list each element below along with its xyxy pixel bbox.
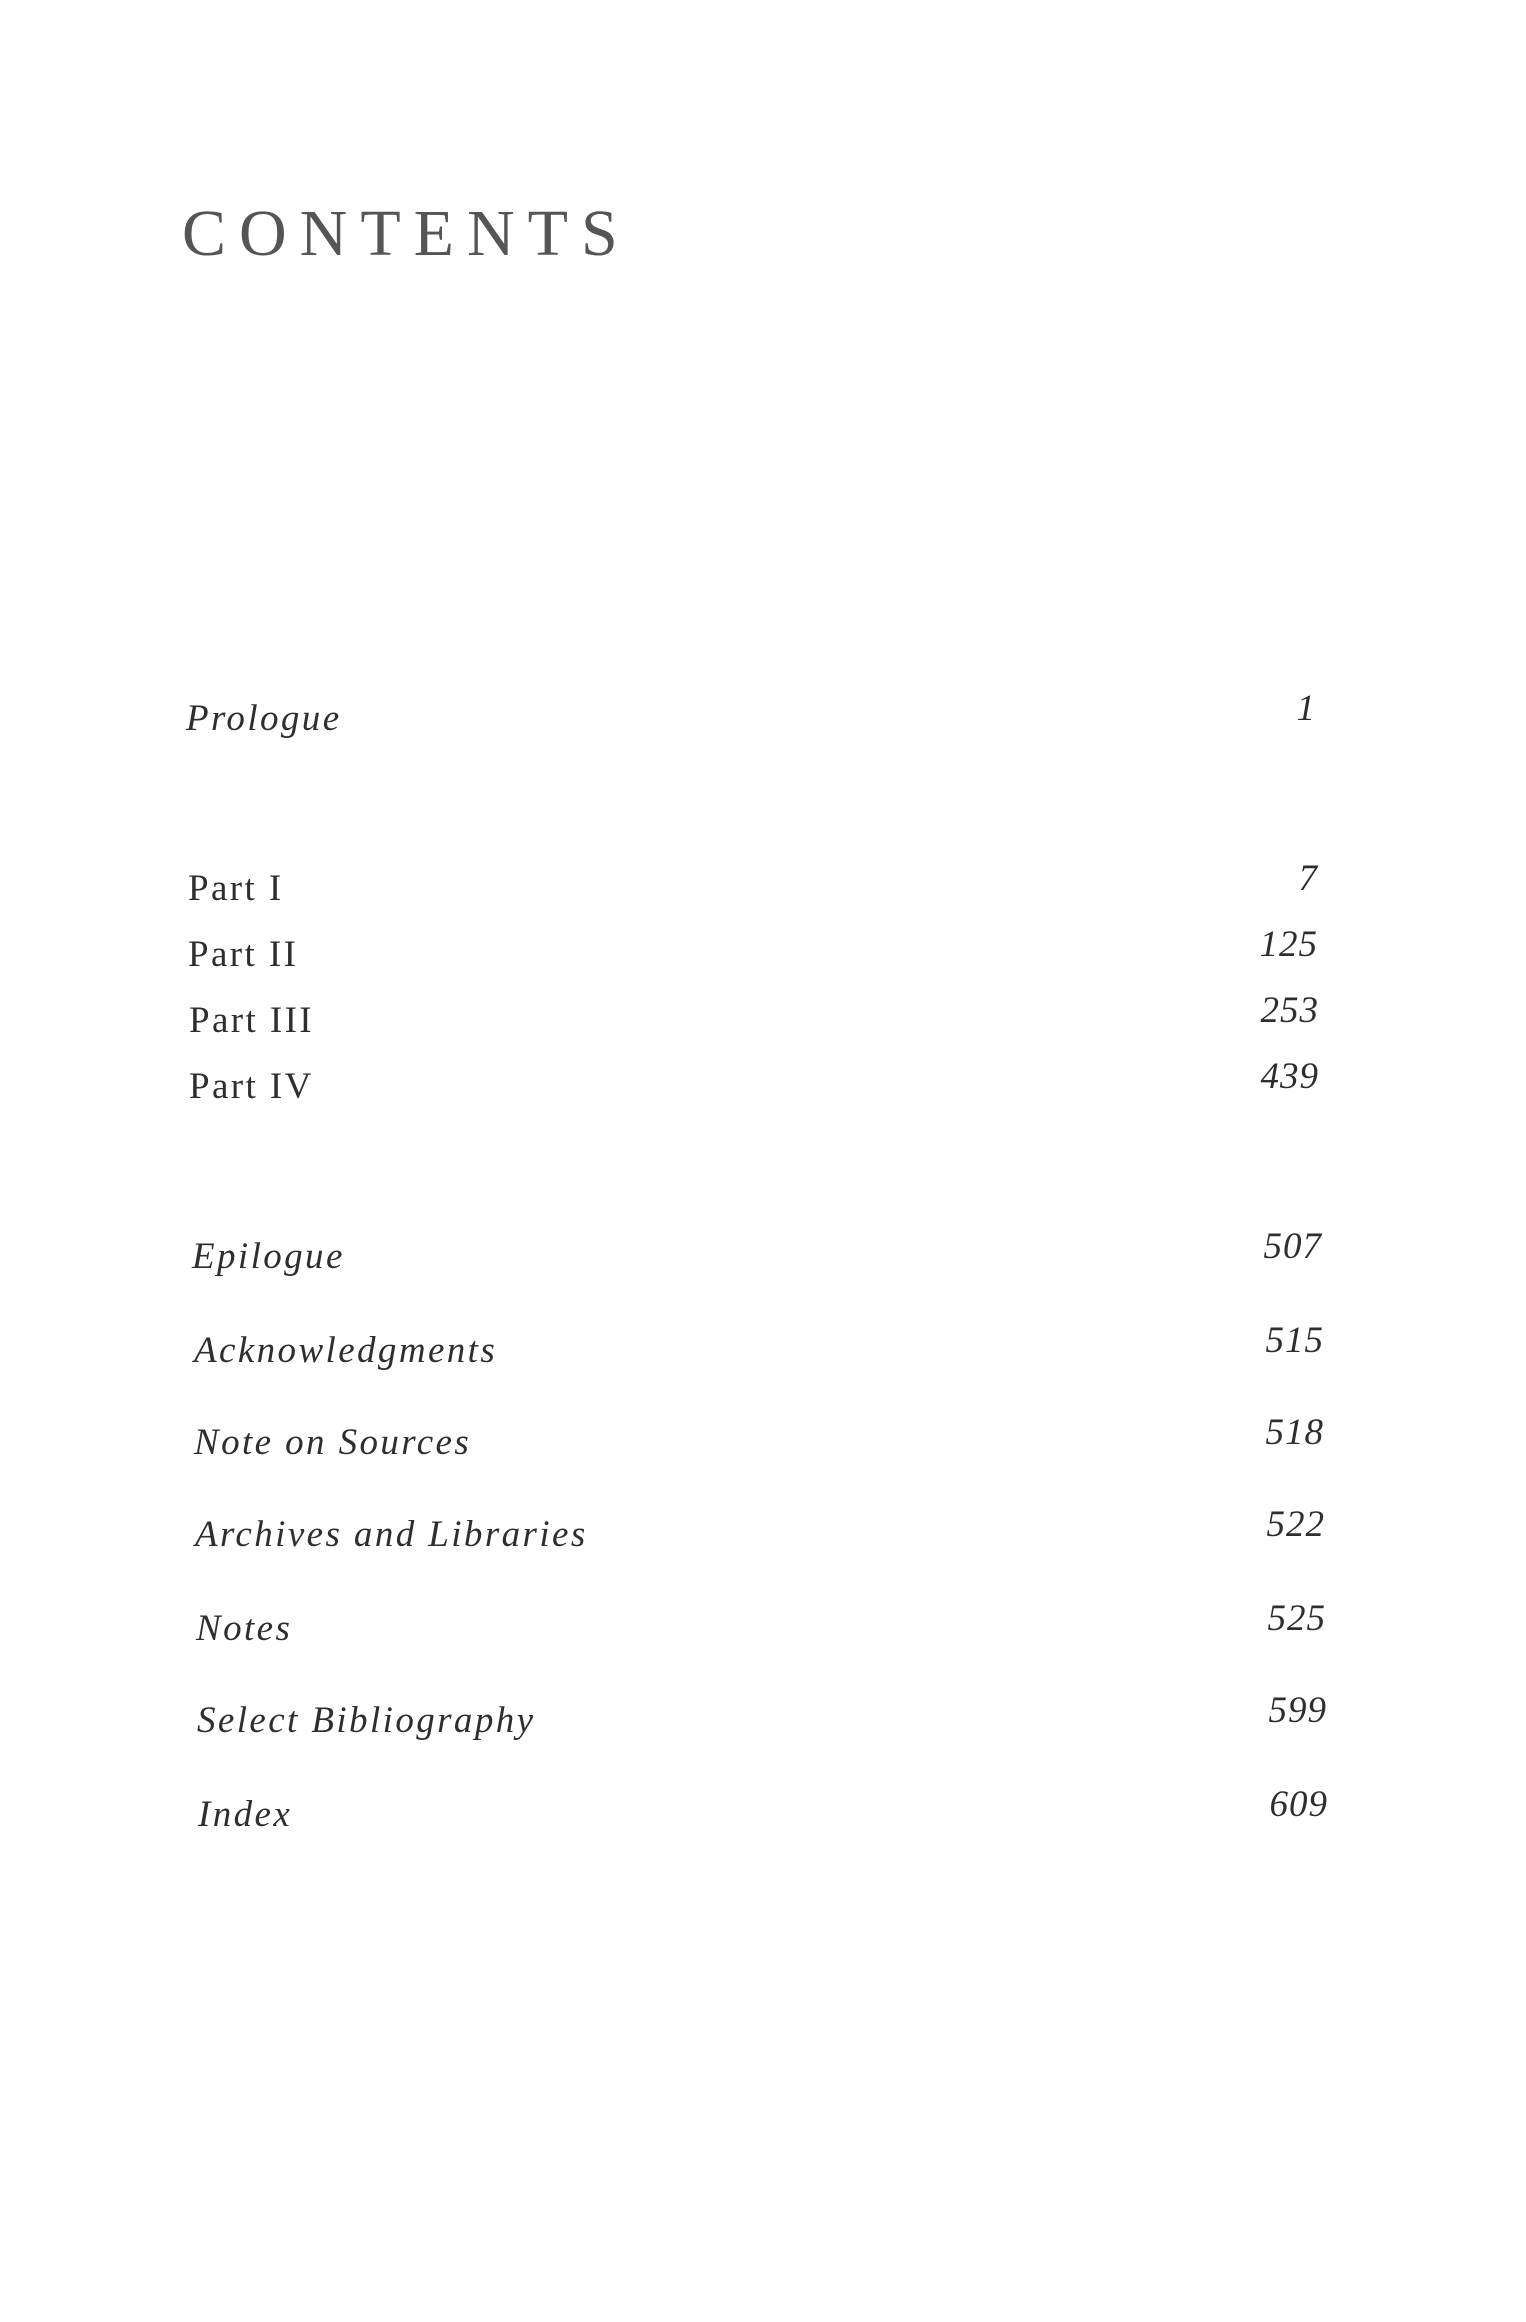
toc-entry-epilogue — [192, 1218, 1322, 1278]
toc-entry-label: Part II — [188, 934, 299, 975]
toc-entry-page: 599 — [1268, 1690, 1327, 1731]
toc-entry-part-i — [188, 850, 1318, 910]
toc-entry-page: 7 — [1298, 858, 1318, 899]
toc-entry-notes — [196, 1590, 1326, 1650]
toc-entry-label: Select Bibliography — [197, 1700, 536, 1741]
toc-entry-label: Part IV — [189, 1066, 314, 1107]
toc-entry-label: Part I — [188, 868, 284, 909]
toc-entry-label: Acknowledgments — [194, 1330, 498, 1371]
toc-entry-select-bibliography — [197, 1682, 1327, 1742]
toc-entry-prologue — [186, 680, 1316, 740]
toc-entry-archives-and-libraries — [195, 1496, 1325, 1556]
toc-entry-part-iv — [189, 1048, 1319, 1108]
toc-entry-page: 125 — [1259, 924, 1318, 965]
toc-entry-label: Notes — [196, 1608, 293, 1649]
toc-entry-label: Epilogue — [192, 1236, 345, 1277]
toc-entry-page: 522 — [1266, 1504, 1325, 1545]
toc-entry-page: 1 — [1296, 688, 1316, 729]
toc-entry-page: 518 — [1265, 1412, 1324, 1453]
toc-entry-part-iii — [189, 982, 1319, 1042]
toc-entry-label: Index — [198, 1794, 293, 1835]
toc-entry-label: Part III — [189, 1000, 315, 1041]
toc-entry-label: Archives and Libraries — [195, 1514, 588, 1555]
toc-entry-label: Prologue — [186, 698, 342, 739]
toc-entry-page: 525 — [1267, 1598, 1326, 1639]
toc-entry-note-on-sources — [194, 1404, 1324, 1464]
toc-entry-acknowledgments — [194, 1312, 1324, 1372]
toc-entry-page: 253 — [1260, 990, 1319, 1031]
toc-entry-page: 439 — [1260, 1056, 1319, 1097]
toc-entry-part-ii — [188, 916, 1318, 976]
page-title: CONTENTS — [182, 197, 631, 270]
toc-entry-label: Note on Sources — [194, 1422, 472, 1463]
toc-entry-page: 507 — [1263, 1226, 1322, 1267]
toc-entry-page: 609 — [1269, 1784, 1328, 1825]
toc-entry-index — [198, 1776, 1328, 1836]
toc-entry-page: 515 — [1265, 1320, 1324, 1361]
